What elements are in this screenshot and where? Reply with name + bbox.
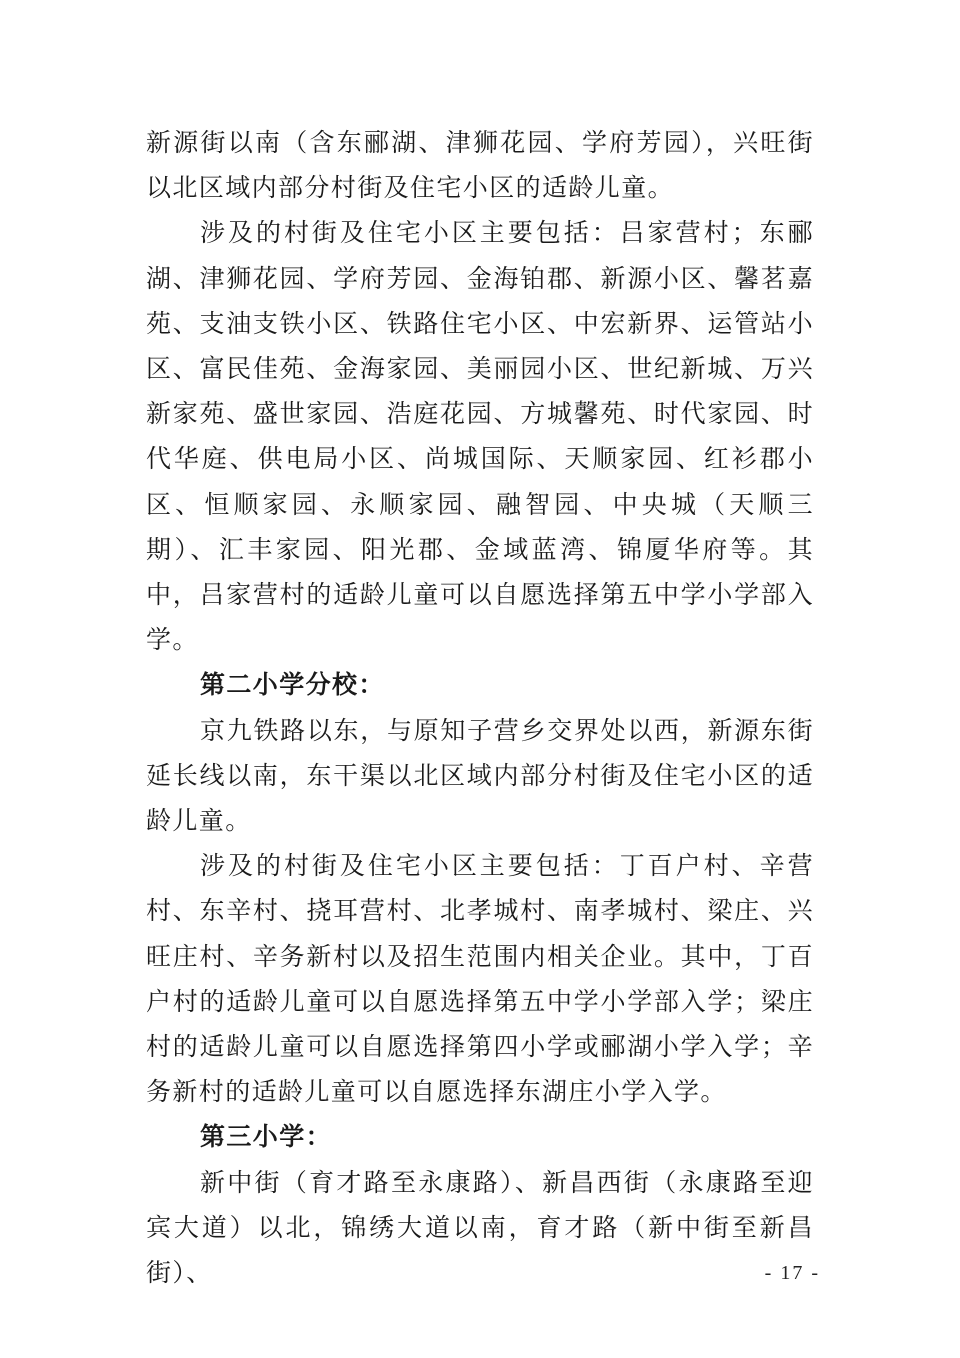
paragraph-second-primary-branch-communities: 涉及的村街及住宅小区主要包括：丁百户村、辛营村、东辛村、挠耳营村、北孝城村、南孝城村、梁庄、兴旺庄村、辛务新村以及招生范围内相关企业。其中，丁百户村的适龄儿童可以自愿选择第五中学小学部入学；梁庄村的适龄儿童可以自愿选择第四小学或郦湖小学入学；辛务新村的适龄儿童可以自愿选择东湖庄小学入学。 bbox=[146, 851, 814, 1107]
document-body bbox=[146, 120, 814, 1295]
page-number: - 17 - bbox=[764, 1262, 820, 1284]
section-heading-third-primary: 第三小学： bbox=[200, 1122, 333, 1152]
paragraph-third-primary-scope: 新中街（育才路至永康路）、新昌西街（永康路至迎宾大道）以北，锦绣大道以南，育才路（新中街至新昌街）、 bbox=[146, 1167, 814, 1288]
paragraph-covered-communities: 涉及的村街及住宅小区主要包括：吕家营村；东郦湖、津狮花园、学府芳园、金海铂郡、新源小区、馨茗嘉苑、支油支铁小区、铁路住宅小区、中宏新界、运管站小区、富民佳苑、金海家园、美丽园小区、世纪新城、万兴新家苑、盛世家园、浩庭花园、方城馨苑、时代家园、时代华庭、供电局小区、尚城国际、天顺家园、红衫郡小区、恒顺家园、永顺家园、融智园、中央城（天顺三期）、汇丰家园、阳光郡、金域蓝湾、锦厦华府等。其中，吕家营村的适龄儿童可以自愿选择第五中学小学部入学。 bbox=[146, 218, 814, 655]
paragraph-district-scope-continued: 新源街以南（含东郦湖、津狮花园、学府芳园），兴旺街以北区域内部分村街及住宅小区的适龄儿童。 bbox=[146, 128, 814, 203]
section-heading-second-primary-branch: 第二小学分校： bbox=[200, 670, 385, 700]
paragraph-second-primary-branch-scope: 京九铁路以东，与原知子营乡交界处以西，新源东街延长线以南，东干渠以北区域内部分村街及住宅小区的适龄儿童。 bbox=[146, 715, 814, 836]
